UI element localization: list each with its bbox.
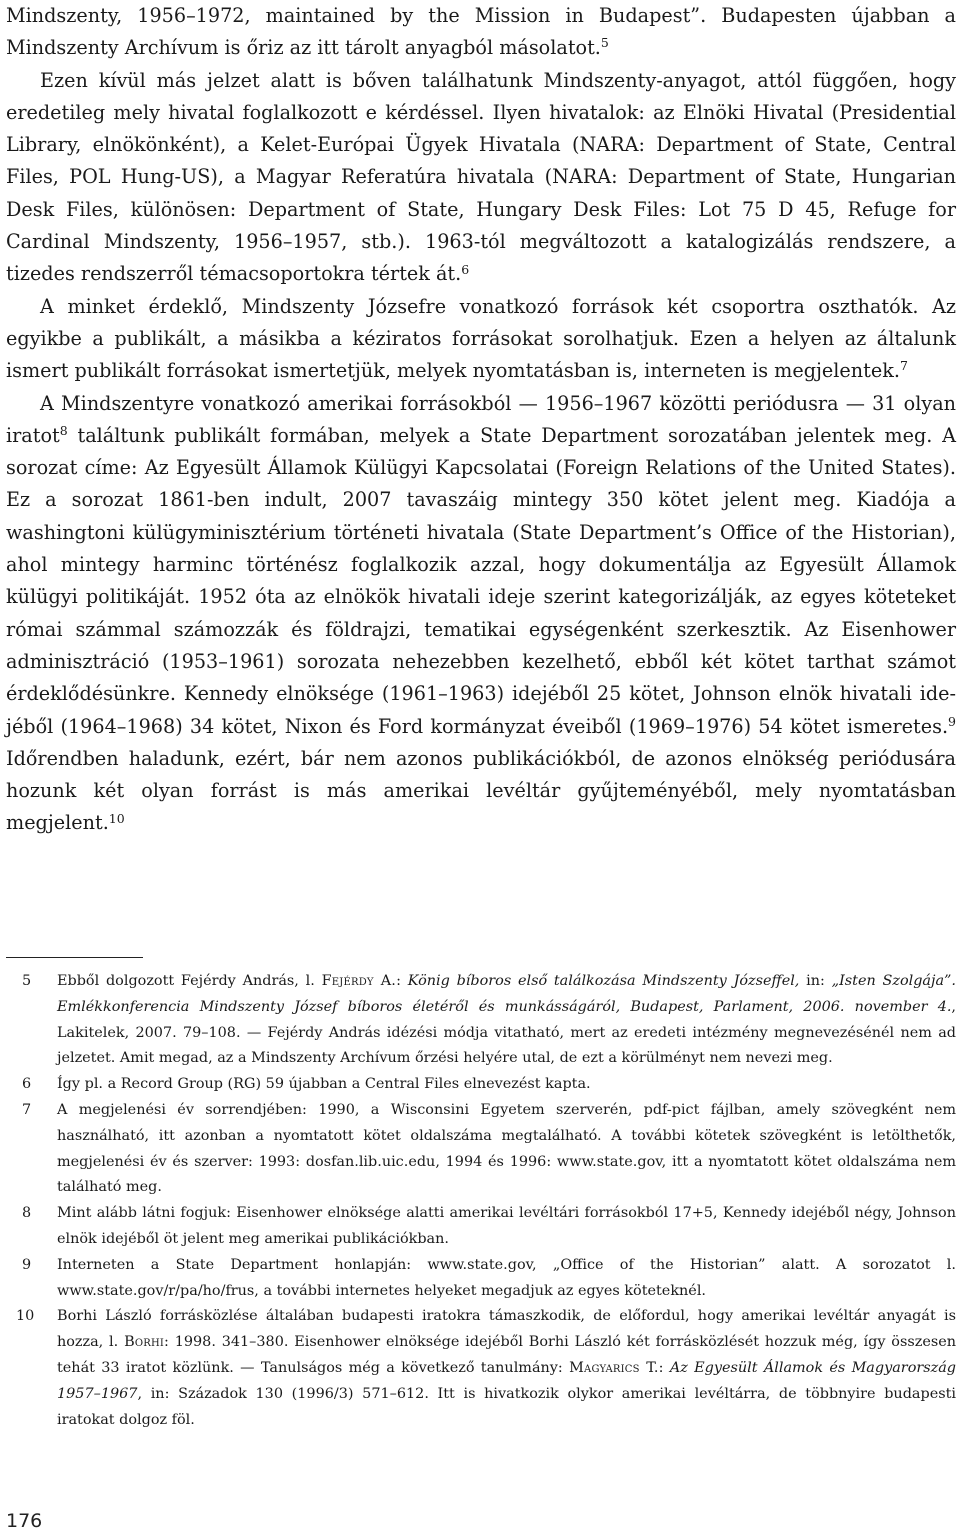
footnote-number: 9 — [22, 1256, 32, 1273]
footnote-number: 5 — [22, 973, 32, 989]
page-number: 176 — [6, 1510, 43, 1532]
paragraph-1-text: Mindszenty, 1956–1972, maintained by the Mission in Budapest”. Budapesten újabban a Mindszenty Archívum is őriz az itt tárolt anyagból másolatot. — [6, 4, 956, 60]
footnote-text: A megjelenési év sorrendjében: 1990, a Wisconsini Egyetem szerverén, pdf-pict fájlban, amely szövegként nem használható, itt azonban a nyomtatott kötet oldalszáma megtalálható. A további kötetek szövegként is letölthetők, megjelenési év és szerver: 1993: dosfan.lib.uic.edu, 1994 és 1996: www.state.gov, itt a nyomtatott kötet oldalszáma nem található meg. — [57, 1101, 956, 1196]
footnote-text: Borhi László forrásközlése általában budapesti iratokra támaszkodik, de előfordul, hogy amerikai levéltár anyagát is hozza, l. Borhi: 1998. 341–380. Eisenhower elnöksége idejéből Borhi László két forrásközlését hozzuk még, így összesen tehát 33 iratot közlünk. — Tanulságos még a következő tanulmány: Magyarics T.: Az Egyesült Államok és Magyarország 1957–1967, in: Századok 130 (1996/3) 571–612. Itt is hivatkozik olykor amerikai levéltárra, de többnyire budapesti iratokat dolgoz föl. — [57, 1308, 956, 1428]
footnote-ref-8: 8 — [59, 422, 68, 438]
footnote-text: Mint alább látni fogjuk: Eisenhower elnöksége alatti amerikai levéltári forrásokból 17+5, Kennedy idejéből négy, Johnson elnök idejéből öt jelent meg amerikai publikációkban. — [57, 1205, 956, 1247]
footnote-ref-9: 9 — [948, 713, 956, 729]
paragraph-3-text: A minket érdeklő, Mindszenty Józsefre vonatkozó források két csoportra oszthatók. Az egyikbe a publikált, a másikba a kéziratos forrásokat sorolhatjuk. Ezen a helyen az általunk ismert publikált forrásokat ismertetjük, melyek nyomtatásban is, interneten is megjelentek. — [6, 294, 956, 383]
paragraph-2-text: Ezen kívül más jelzet alatt is bőven találhatunk Mindszenty-anyagot, attól függően, hogy eredetileg mely hivatal foglalkozott e kérdéssel. Ilyen hivatalok: az Elnöki Hivatal (Presidential Library, elnökönként), a Kelet-Európai Ügyek Hivatala (NARA: Department of State, Central Files, POL Hung-US), a Magyar Referatúra hivatala (NARA: Department of State, Hungarian Desk Files, különösen: Department of State, Hungary Desk Files: Lot 75 D 45, Refuge for Cardinal Mindszenty, 1956–1957, stb.). 1963-tól megváltozott a katalogizálás rendszere, a tizedes rendszerről témacsoportokra tértek át. — [6, 68, 956, 286]
paragraph-4-text-a: A Mindszentyre vonatkozó amerikai forrásokból — 1956–1967 közötti periódusra — 31 olyan iratot — [6, 391, 956, 447]
paragraph-4 — [6, 388, 956, 840]
main-text — [6, 0, 956, 840]
paragraph-2 — [6, 65, 956, 291]
footnote-text: Így pl. a Record Group (RG) 59 újabban a Central Files elnevezést kapta. — [57, 1076, 591, 1093]
footnote-text: Ebből dolgozott Fejérdy András, l. Fejérdy A.: König bíboros első találkozása Mindszenty Józseffel, in: „Isten Szolgája”. Emlékkonferencia Mindszenty József bíboros életéről és munkásságáról, Budapest, Parlament, 2006. november 4., Lakitelek, 2007. 79–108. — Fejérdy András idézési módja vitatható, mert az eredeti intézmény megnevezésénél nem ad jelzetet. Amit megad, az a Mindszenty Archívum őrzési helyére utal, de ezt a körülményt nem nevezi meg. — [57, 973, 956, 1067]
footnote-5 — [6, 969, 956, 1072]
paragraph-4-text-b: találtunk publikált formában, melyek a State Department sorozatában jelentek meg. A sorozat címe: Az Egyesült Államok Külügyi Kapcsolatai (Foreign Relations of the United States). Ez a sorozat 1861-ben indult, 2007 tavaszáig mintegy 350 kötet jelent meg. Kiadója a washingtoni külügyminisztérium történeti hivatala (State Department’s Office of the Historian), ahol mintegy harminc történész foglalkozik azzal, hogy dokumentálja az Egyesült Államok külügyi politikáját. 1952 óta az elnökök hivatali ideje szerint kategorizálják, az egyes köteteket római számmal számozzák és földrajzi, tematikai egységenként szerkesztik. Az Eisenhower adminisztráció (1953–1961) sorozata nehezebben kezelhető, ebből két kötet tarthat számot érdeklődésünkre. Kennedy elnöksége (1961–1963) idejéből 25 kötet, Johnson elnök hivatali idejéből (1964–1968) 34 kötet, Nixon és Ford kormányzat éveiből (1969–1976) 54 kötet ismeretes. — [6, 423, 956, 738]
footnotes — [6, 969, 956, 1433]
footnote-number: 7 — [22, 1101, 32, 1118]
paragraph-4-text-c: Időrendben haladunk, ezért, bár nem azonos publikációkból, de azonos elnökség periódusára hozunk két olyan forrást is más amerikai levéltár gyűjteményéből, mely nyomtatásban megjelent. — [6, 746, 956, 835]
footnote-10 — [6, 1304, 956, 1433]
paragraph-3 — [6, 291, 956, 388]
footnote-9 — [6, 1253, 956, 1305]
footnote-ref-10: 10 — [108, 810, 125, 826]
footnote-ref-6: 6 — [461, 261, 470, 277]
footnote-text: Interneten a State Department honlapján: www.state.gov, „Office of the Historian” alatt. A sorozatot l. www.state.gov/r/pa/ho/frus, a további internetes helyeket megadjuk az egyes köteteknél. — [57, 1256, 956, 1299]
footnote-ref-7: 7 — [899, 358, 908, 374]
footnote-8 — [6, 1201, 956, 1253]
footnote-number: 6 — [22, 1076, 32, 1093]
footnote-7 — [6, 1098, 956, 1201]
footnote-6 — [6, 1072, 956, 1098]
footnote-separator — [6, 957, 143, 958]
footnote-number: 8 — [22, 1205, 32, 1222]
footnote-ref-5: 5 — [600, 35, 609, 51]
paragraph-1 — [6, 0, 956, 65]
footnote-number: 10 — [16, 1308, 35, 1325]
